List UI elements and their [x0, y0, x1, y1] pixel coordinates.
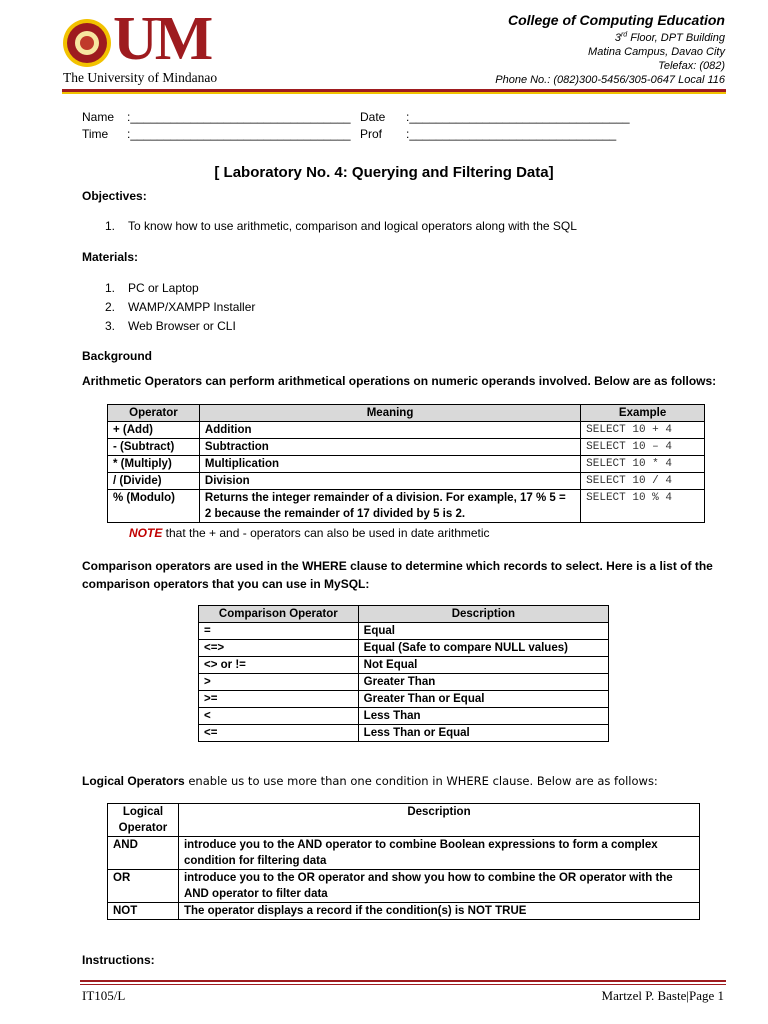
arithmetic-table: [107, 404, 705, 523]
example-cell: SELECT 10 / 4: [581, 473, 705, 490]
operator-cell: <: [199, 708, 359, 725]
footer-rule-thin: [80, 984, 726, 985]
column-header: Meaning: [199, 405, 580, 422]
footer-rule: [80, 980, 726, 982]
author-page-number: Martzel P. Baste|Page 1: [601, 988, 724, 1003]
description-cell: introduce you to the AND operator to combine Boolean expressions to form a complex condition for filtering data: [178, 837, 699, 870]
description-cell: Greater Than: [358, 674, 608, 691]
logical-table: [107, 803, 700, 920]
phone-number: Phone No.: (082)300-5456/305-0647 Local 116: [495, 74, 725, 86]
course-code: IT105/L: [82, 988, 126, 1003]
university-name: The University of Mindanao: [63, 70, 218, 85]
table-row: [199, 708, 609, 725]
material-item-number: 3.: [105, 319, 116, 333]
example-cell: SELECT 10 – 4: [581, 439, 705, 456]
table-row: [108, 439, 705, 456]
instructions-heading: Instructions:: [82, 953, 155, 967]
table-row: [199, 691, 609, 708]
header-rule-accent: [62, 92, 726, 94]
column-header: Description: [178, 804, 699, 837]
description-cell: Greater Than or Equal: [358, 691, 608, 708]
description-cell: Less Than or Equal: [358, 725, 608, 742]
material-item: WAMP/XAMPP Installer: [128, 300, 256, 314]
address-floor: 3rd Floor, DPT Building: [614, 31, 725, 44]
operator-cell: AND: [108, 837, 179, 870]
example-cell: SELECT 10 % 4: [581, 490, 705, 523]
description-cell: Equal: [358, 623, 608, 640]
column-header: Operator: [108, 405, 200, 422]
table-row: [108, 870, 700, 903]
operator-cell: <=: [199, 725, 359, 742]
description-cell: Equal (Safe to compare NULL values): [358, 640, 608, 657]
operator-cell: - (Subtract): [108, 439, 200, 456]
table-row: [199, 640, 609, 657]
example-cell: SELECT 10 + 4: [581, 422, 705, 439]
objective-item: To know how to use arithmetic, comparison and logical operators along with the SQL: [128, 219, 577, 233]
column-header: Logical Operator: [108, 804, 179, 837]
table-row: [108, 490, 705, 523]
table-row: [199, 725, 609, 742]
date-label: Date: [360, 110, 386, 124]
operator-cell: >=: [199, 691, 359, 708]
table-row: [108, 903, 700, 920]
table-header-row: [108, 804, 700, 837]
comparison-table: [198, 605, 609, 742]
meaning-cell: Multiplication: [199, 456, 580, 473]
table-header-row: [108, 405, 705, 422]
example-cell: SELECT 10 * 4: [581, 456, 705, 473]
note-label: NOTE: [129, 526, 163, 540]
description-cell: introduce you to the OR operator and show you how to combine the OR operator with the AND operator to filter data: [178, 870, 699, 903]
operator-cell: OR: [108, 870, 179, 903]
telefax: Telefax: (082): [658, 60, 725, 72]
operator-cell: NOT: [108, 903, 179, 920]
operator-cell: * (Multiply): [108, 456, 200, 473]
operator-cell: <=>: [199, 640, 359, 657]
lab-title: [ Laboratory No. 4: Querying and Filtering Data]: [214, 164, 554, 181]
meaning-cell: Subtraction: [199, 439, 580, 456]
meaning-cell: Returns the integer remainder of a division. For example, 17 % 5 = 2 because the remainder of 17 divided by 5 is 2.: [199, 490, 580, 523]
meaning-cell: Addition: [199, 422, 580, 439]
date-arithmetic-note: [129, 526, 490, 540]
operator-cell: >: [199, 674, 359, 691]
date-field[interactable]: :_________________________________: [406, 110, 630, 124]
time-field[interactable]: :_________________________________: [127, 127, 351, 141]
operator-cell: =: [199, 623, 359, 640]
operator-cell: % (Modulo): [108, 490, 200, 523]
material-item-number: 2.: [105, 300, 116, 314]
material-item-number: 1.: [105, 281, 116, 295]
table-row: [108, 456, 705, 473]
description-cell: The operator displays a record if the condition(s) is NOT TRUE: [178, 903, 699, 920]
name-field[interactable]: :_________________________________: [127, 110, 351, 124]
prof-field[interactable]: :_______________________________: [406, 127, 617, 141]
background-heading: Background: [82, 349, 153, 363]
meaning-cell: Division: [199, 473, 580, 490]
operator-cell: + (Add): [108, 422, 200, 439]
logo-wordmark: UM: [113, 5, 211, 73]
address-campus: Matina Campus, Davao City: [588, 46, 725, 58]
column-header: Comparison Operator: [199, 606, 359, 623]
comparison-intro: Comparison operators are used in the WHERE clause to determine which records to select. Here is a list of the comparison operators that you can use in MySQL:: [82, 559, 713, 591]
column-header: Description: [358, 606, 608, 623]
time-label: Time: [82, 127, 109, 141]
objective-item-number: 1.: [105, 219, 116, 233]
material-item: PC or Laptop: [128, 281, 199, 295]
college-name: College of Computing Education: [508, 12, 725, 28]
table-header-row: [199, 606, 609, 623]
column-header: Example: [581, 405, 705, 422]
name-label: Name: [82, 110, 115, 124]
material-item: Web Browser or CLI: [128, 319, 236, 333]
logical-intro: Logical Operators enable us to use more than one condition in WHERE clause. Below are as follows:: [82, 774, 658, 788]
operator-cell: / (Divide): [108, 473, 200, 490]
arithmetic-intro: Arithmetic Operators can perform arithmetical operations on numeric operands involved. Below are as follows:: [82, 374, 717, 388]
prof-label: Prof: [360, 127, 383, 141]
table-row: [199, 623, 609, 640]
university-seal-icon: [62, 18, 112, 68]
note-text: that the + and - operators can also be used in date arithmetic: [162, 526, 490, 540]
description-cell: Less Than: [358, 708, 608, 725]
materials-heading: Materials:: [82, 250, 139, 264]
objectives-heading: Objectives:: [82, 189, 147, 203]
table-row: [108, 837, 700, 870]
table-row: [108, 422, 705, 439]
table-row: [199, 674, 609, 691]
table-row: [108, 473, 705, 490]
operator-cell: <> or !=: [199, 657, 359, 674]
description-cell: Not Equal: [358, 657, 608, 674]
table-row: [199, 657, 609, 674]
